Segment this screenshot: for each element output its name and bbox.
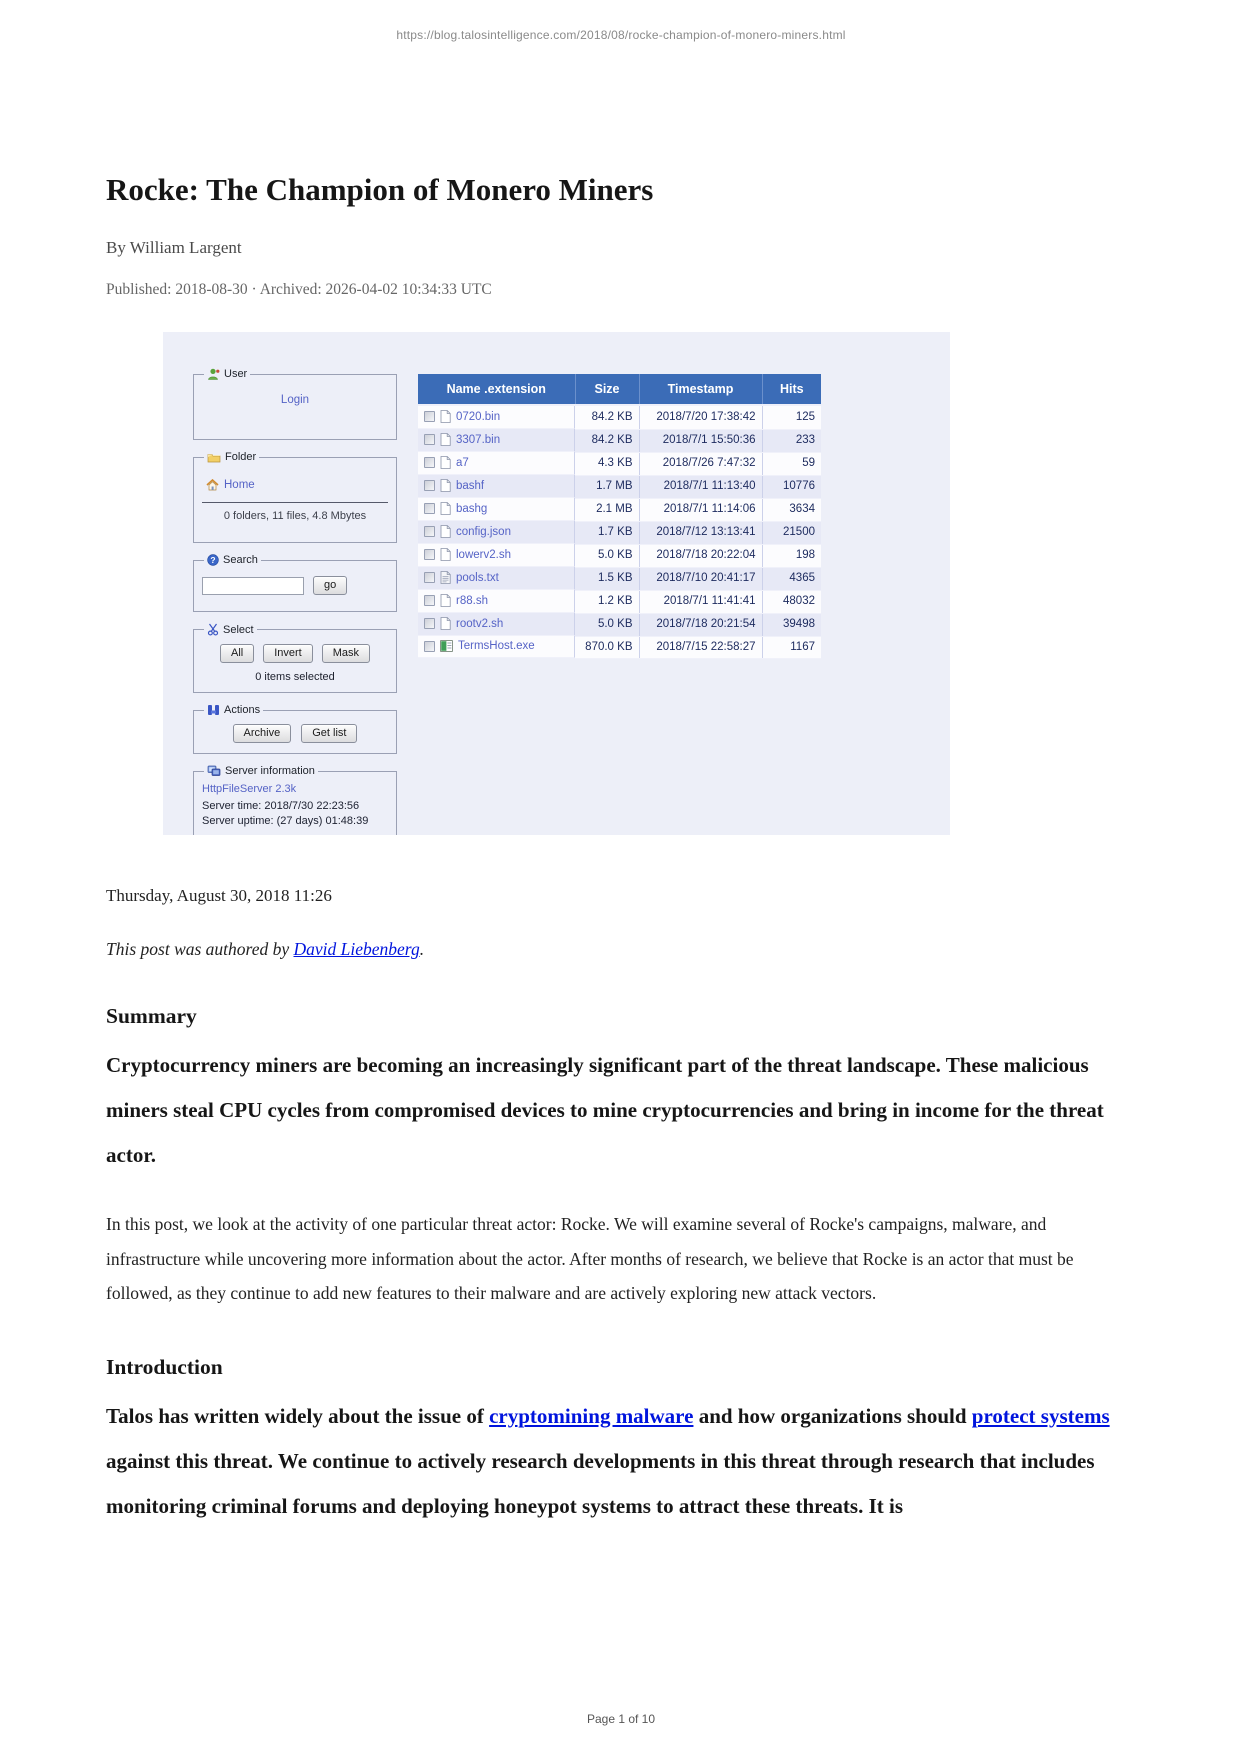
cryptomining-malware-link[interactable]: cryptomining malware bbox=[489, 1403, 694, 1428]
home-link[interactable]: Home bbox=[224, 479, 255, 491]
select-invert-button[interactable]: Invert bbox=[263, 644, 313, 663]
file-row bbox=[418, 567, 821, 590]
user-panel-legend: User bbox=[224, 368, 248, 380]
summary-lead: Cryptocurrency miners are becoming an increasingly significant part of the threat landscape. These malicious miners steal CPU cycles from compromised devices to mine cryptocurrencies and bring in income for the threat actor. bbox=[106, 1053, 1104, 1167]
page-title: Rocke: The Champion of Monero Miners bbox=[106, 172, 654, 207]
file-hits: 21500 bbox=[762, 521, 821, 544]
column-header-size[interactable]: Size bbox=[575, 374, 639, 405]
row-checkbox[interactable] bbox=[424, 480, 435, 491]
column-header-timestamp[interactable]: Timestamp bbox=[639, 374, 762, 405]
server-icon bbox=[207, 765, 221, 777]
file-link[interactable]: TermsHost.exe bbox=[458, 640, 535, 652]
file-timestamp: 2018/7/15 22:58:27 bbox=[639, 636, 762, 658]
get-list-button[interactable]: Get list bbox=[301, 724, 357, 743]
file-icon bbox=[440, 433, 451, 446]
file-row bbox=[418, 613, 821, 636]
server-info-legend: Server information bbox=[225, 765, 315, 777]
file-timestamp: 2018/7/1 15:50:36 bbox=[639, 429, 762, 452]
file-size: 1.7 KB bbox=[575, 521, 639, 544]
introduction-lead: Talos has written widely about the issue of cryptomining malware and how organizations should protect systems against this threat. We continue to actively research developments in this threat through research that includes monitoring criminal forums and deploying honeypot systems to attract these threats. It is bbox=[106, 1403, 1110, 1518]
file-link[interactable]: r88.sh bbox=[456, 594, 488, 607]
file-size: 1.7 MB bbox=[575, 475, 639, 498]
file-hits: 59 bbox=[762, 452, 821, 475]
authored-line: This post was authored by David Liebenberg. bbox=[106, 939, 425, 959]
folder-divider bbox=[202, 502, 388, 503]
server-time: Server time: 2018/7/30 22:23:56 bbox=[202, 800, 360, 812]
selection-status: 0 items selected bbox=[255, 671, 335, 683]
file-row bbox=[418, 521, 821, 544]
file-link[interactable]: 3307.bin bbox=[456, 433, 501, 446]
help-icon bbox=[207, 554, 219, 566]
file-row bbox=[418, 636, 821, 658]
file-icon bbox=[440, 548, 451, 561]
file-icon bbox=[440, 456, 451, 469]
actions-panel-legend: Actions bbox=[224, 704, 261, 716]
file-link[interactable]: lowerv2.sh bbox=[456, 548, 511, 561]
row-checkbox[interactable] bbox=[424, 457, 435, 468]
file-hits: 125 bbox=[762, 405, 821, 429]
file-row bbox=[418, 405, 821, 429]
actions-panel bbox=[193, 704, 397, 754]
file-hits: 48032 bbox=[762, 590, 821, 613]
file-size: 1.2 KB bbox=[575, 590, 639, 613]
introduction-heading: Introduction bbox=[106, 1354, 223, 1379]
row-checkbox[interactable] bbox=[424, 434, 435, 445]
page-number-footer: Page 1 of 10 bbox=[586, 1712, 656, 1726]
file-timestamp: 2018/7/20 17:38:42 bbox=[639, 405, 762, 429]
server-info-panel bbox=[193, 765, 397, 835]
file-link[interactable]: a7 bbox=[456, 456, 469, 469]
search-panel bbox=[193, 554, 397, 612]
summary-heading: Summary bbox=[106, 1004, 197, 1028]
search-input[interactable] bbox=[202, 577, 304, 595]
file-size: 84.2 KB bbox=[575, 429, 639, 452]
file-row bbox=[418, 498, 821, 521]
file-hits: 10776 bbox=[762, 475, 821, 498]
folder-panel-legend: Folder bbox=[225, 451, 257, 463]
file-timestamp: 2018/7/1 11:41:41 bbox=[639, 590, 762, 613]
byline: By William Largent bbox=[106, 238, 242, 257]
folder-stats: 0 folders, 11 files, 4.8 Mbytes bbox=[223, 510, 367, 522]
author-link[interactable]: David Liebenberg bbox=[293, 939, 420, 959]
file-table bbox=[418, 374, 821, 659]
file-hits: 4365 bbox=[762, 567, 821, 590]
archive-icon bbox=[207, 704, 220, 716]
home-icon bbox=[206, 479, 219, 491]
user-icon bbox=[207, 368, 220, 380]
file-timestamp: 2018/7/12 13:13:41 bbox=[639, 521, 762, 544]
column-header-hits[interactable]: Hits bbox=[762, 374, 821, 405]
file-row bbox=[418, 590, 821, 613]
hfs-version-link[interactable]: HttpFileServer 2.3k bbox=[202, 783, 297, 795]
file-hits: 3634 bbox=[762, 498, 821, 521]
text-file-icon bbox=[440, 571, 451, 584]
file-row bbox=[418, 452, 821, 475]
file-list-area bbox=[418, 374, 821, 835]
row-checkbox[interactable] bbox=[424, 618, 435, 629]
file-row bbox=[418, 544, 821, 567]
row-checkbox[interactable] bbox=[424, 572, 435, 583]
published-archived-line: Published: 2018-08-30 · Archived: 2026-04-02 10:34:33 UTC bbox=[106, 281, 492, 298]
file-size: 4.3 KB bbox=[575, 452, 639, 475]
row-checkbox[interactable] bbox=[424, 641, 435, 652]
file-link[interactable]: bashg bbox=[456, 502, 488, 515]
user-panel bbox=[193, 368, 397, 440]
file-timestamp: 2018/7/18 20:22:04 bbox=[639, 544, 762, 567]
folder-panel bbox=[193, 451, 397, 543]
file-link[interactable]: bashf bbox=[456, 479, 485, 492]
archive-button[interactable]: Archive bbox=[233, 724, 292, 743]
search-panel-legend: Search bbox=[223, 554, 258, 566]
file-link[interactable]: 0720.bin bbox=[456, 410, 501, 423]
row-checkbox[interactable] bbox=[424, 411, 435, 422]
folder-icon bbox=[207, 452, 221, 463]
file-link[interactable]: pools.txt bbox=[456, 571, 499, 584]
file-icon bbox=[440, 502, 451, 515]
select-panel bbox=[193, 623, 397, 693]
printed-url-header: https://blog.talosintelligence.com/2018/08/rocke-champion-of-monero-miners.html bbox=[396, 28, 846, 42]
hfs-sidebar bbox=[193, 368, 397, 835]
file-size: 84.2 KB bbox=[575, 405, 639, 429]
article bbox=[106, 172, 1137, 1529]
file-icon bbox=[440, 525, 451, 538]
summary-body: In this post, we look at the activity of one particular threat actor: Rocke. We will examine several of Rocke's campaigns, malware, and infrastructure while uncovering more information about the actor. After months of research, we believe that Rocke is an actor that must be followed, as they continue to add new features to their malware and are actively exploring new attack vectors. bbox=[106, 1214, 1074, 1303]
server-uptime: Server uptime: (27 days) 01:48:39 bbox=[202, 815, 369, 827]
protect-systems-link[interactable]: protect systems bbox=[971, 1403, 1110, 1428]
file-row bbox=[418, 429, 821, 452]
select-panel-legend: Select bbox=[223, 623, 254, 636]
file-link[interactable]: config.json bbox=[456, 525, 511, 538]
file-size: 1.5 KB bbox=[575, 567, 639, 590]
row-checkbox[interactable] bbox=[424, 549, 435, 560]
file-hits: 39498 bbox=[762, 613, 821, 636]
file-row bbox=[418, 475, 821, 498]
file-icon bbox=[440, 617, 451, 630]
scissors-icon bbox=[207, 623, 219, 636]
select-all-button[interactable]: All bbox=[220, 644, 254, 663]
file-icon bbox=[440, 410, 451, 423]
file-table-body bbox=[418, 405, 821, 658]
row-checkbox[interactable] bbox=[424, 595, 435, 606]
file-timestamp: 2018/7/1 11:14:06 bbox=[639, 498, 762, 521]
file-timestamp: 2018/7/18 20:21:54 bbox=[639, 613, 762, 636]
file-icon bbox=[440, 479, 451, 492]
search-go-button[interactable]: go bbox=[313, 576, 347, 595]
svg-text:?: ? bbox=[210, 555, 216, 565]
hfs-screenshot bbox=[163, 332, 950, 835]
file-icon bbox=[440, 594, 451, 607]
file-hits: 1167 bbox=[762, 636, 821, 658]
column-header-name[interactable]: Name .extension bbox=[418, 374, 575, 405]
file-timestamp: 2018/7/10 20:41:17 bbox=[639, 567, 762, 590]
row-checkbox[interactable] bbox=[424, 503, 435, 514]
file-size: 870.0 KB bbox=[575, 636, 639, 658]
file-hits: 233 bbox=[762, 429, 821, 452]
select-mask-button[interactable]: Mask bbox=[322, 644, 370, 663]
file-size: 2.1 MB bbox=[575, 498, 639, 521]
login-link[interactable]: Login bbox=[280, 394, 310, 406]
file-timestamp: 2018/7/1 11:13:40 bbox=[639, 475, 762, 498]
file-size: 5.0 KB bbox=[575, 613, 639, 636]
row-checkbox[interactable] bbox=[424, 526, 435, 537]
file-timestamp: 2018/7/26 7:47:32 bbox=[639, 452, 762, 475]
post-date-line: Thursday, August 30, 2018 11:26 bbox=[106, 886, 332, 905]
file-link[interactable]: rootv2.sh bbox=[456, 617, 504, 630]
exe-file-icon bbox=[440, 640, 453, 652]
file-size: 5.0 KB bbox=[575, 544, 639, 567]
file-hits: 198 bbox=[762, 544, 821, 567]
